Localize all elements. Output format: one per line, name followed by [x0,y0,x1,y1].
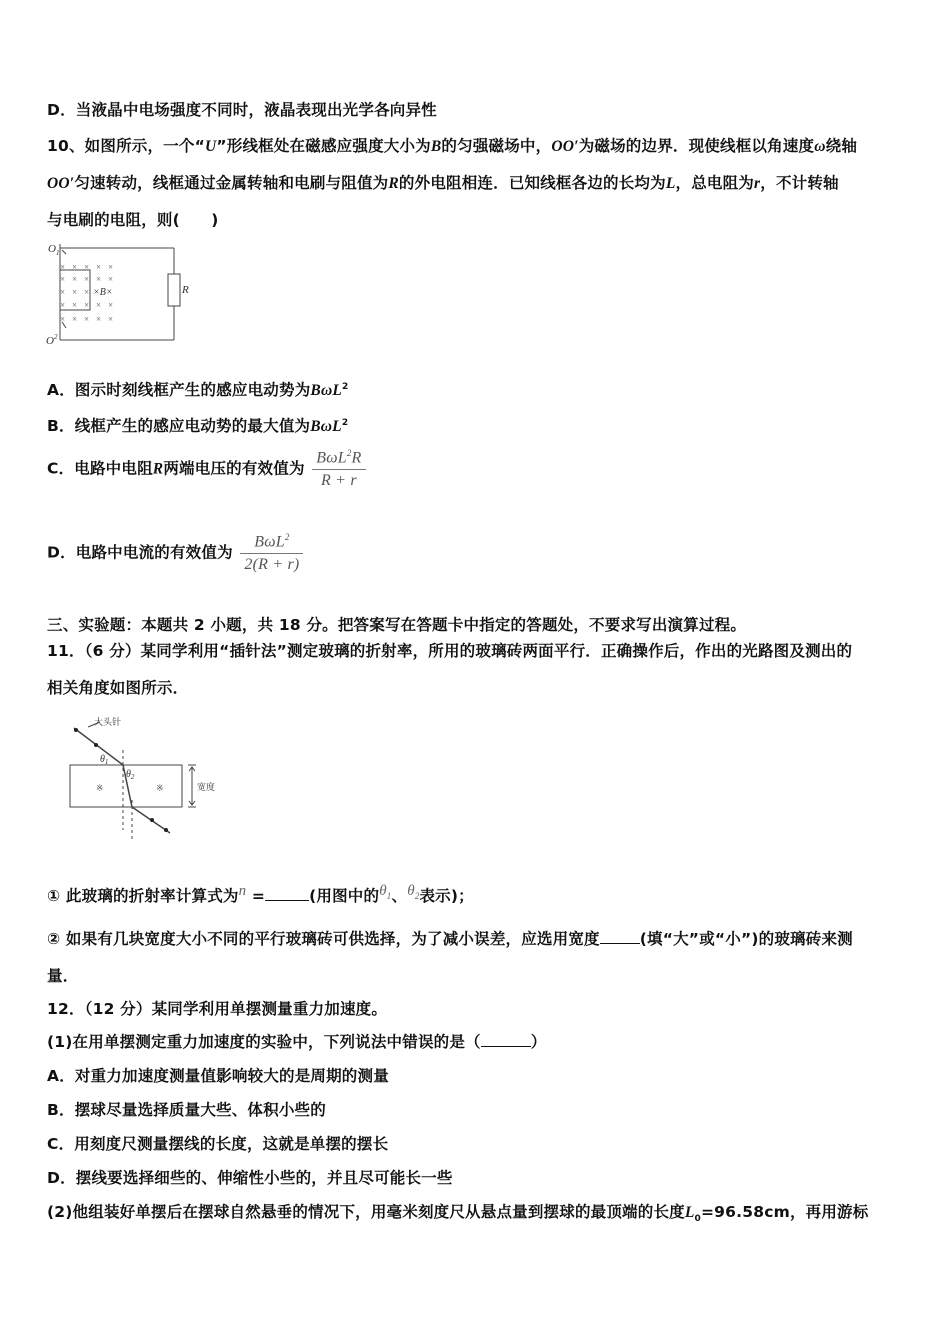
answer-blank[interactable] [481,1032,531,1047]
q10-option-d: D．电路中电流的有效值为 $\frac{B\omega L^2}{2(R + r)}$ [47,532,303,574]
q12-sub1: (1)在用单摆测定重力加速度的实验中，下列说法中错误的是（ ） [47,1033,547,1051]
q11-part2-line1: ② 如果有几块宽度大小不同的平行玻璃砖可供选择，为了减小误差，应选用宽度 (填“大”或“小”)的玻璃砖来测 [47,930,853,948]
cross-mark: × [108,300,114,310]
q10-option-c: C．电路中电阻R两端电压的有效值为 $\frac{B\omega L^2R}{R + r}$ [47,448,366,490]
pin-label: 大头针 [94,717,122,727]
answer-blank[interactable] [600,929,640,944]
cross-mark: × [60,287,66,297]
cross-mark: × [60,314,66,324]
cross-mark: × [72,314,78,324]
q12-option-c: C．用刻度尺测量摆线的长度，这就是单摆的摆长 [47,1135,389,1153]
cross-mark: × [108,314,114,324]
cross-mark: × [96,314,102,324]
cross-mark: × [84,262,90,272]
q11-part2-line2: 量． [47,967,79,985]
cross-mark: × [60,274,66,284]
q12-option-b: B．摆球尽量选择质量大些、体积小些的 [47,1101,326,1119]
current-fraction: $\frac{B\omega L^2}{2(R + r)}$ [240,532,303,574]
cross-mark: × [84,300,90,310]
axis-o1-label: $O_1$ [48,243,60,257]
axis-o2-label: $O^2$ [46,333,58,347]
voltage-fraction: $\frac{B\omega L^2R}{R + r}$ [312,448,365,490]
q10-stem-line1: 10、如图所示，一个“U”形线框处在磁感应强度大小为B的匀强磁场中，OO′为磁场的边界．现使线框以角速度ω绕轴 [47,137,858,155]
cross-mark: × [84,287,90,297]
cross-mark: × [72,287,78,297]
cross-mark: × [60,262,66,272]
width-label: 宽度 [197,782,216,792]
q10-stem-line2: OO′匀速转动，线框通过金属转轴和电刷与阻值为R的外电阻相连．已知线框各边的长均为L，总电阻为r，不计转轴 [47,174,839,192]
section-3-heading: 三、实验题：本题共 2 小题，共 18 分。把答案写在答题卡中指定的答题处，不要求写出演算过程。 [47,616,747,634]
q11-refraction-figure [60,715,220,843]
theta2-label: $\theta_2$ [126,769,135,781]
cross-mark: × [108,262,114,272]
q12-option-d: D．摆线要选择细些的、伸缩性小些的，并且尽可能长一些 [47,1169,453,1187]
cross-mark: × [96,300,102,310]
q10-option-a: A．图示时刻线框产生的感应电动势为BωL$^2$ [47,381,349,400]
cross-mark: × [96,262,102,272]
q12-option-a: A．对重力加速度测量值影响较大的是周期的测量 [47,1067,389,1085]
cross-mark: × [72,300,78,310]
q12-stem: 12．（12 分）某同学利用单摆测量重力加速度。 [47,1000,388,1018]
q11-stem-line1: 11．（6 分）某同学利用“插针法”测定玻璃的折射率，所用的玻璃砖两面平行．正确操作后，作出的光路图及测出的 [47,642,853,660]
q10-stem-line3: 与电刷的电阻，则( ) [47,211,219,229]
cross-mark: × [96,274,102,284]
cross-mark: × [108,274,114,284]
theta1-label: $\theta_1$ [100,754,109,766]
cross-mark: × [72,274,78,284]
q12-sub2: (2)他组装好单摆后在摆球自然悬垂的情况下，用毫米刻度尺从悬点量到摆球的最顶端的长度$L_0=96.58cm$，再用游标 [47,1203,869,1225]
glass-mark-right: ※ [156,783,164,793]
q11-stem-line2: 相关角度如图所示． [47,679,189,697]
q10-circuit-figure [44,240,194,348]
cross-mark: × [60,300,66,310]
answer-blank[interactable] [265,886,309,901]
cross-mark: × [84,274,90,284]
q11-part1: ① 此玻璃的折射率计算式为n = (用图中的$\theta_1$、$\theta_2$表示)； [47,883,474,905]
q10-option-b: B．线框产生的感应电动势的最大值为BωL$^2$ [47,417,349,436]
resistor-label: R [182,284,189,296]
cross-mark: × [72,262,78,272]
q9-option-d: D．当液晶中电场强度不同时，液晶表现出光学各向异性 [47,101,437,119]
cross-mark: × [84,314,90,324]
b-field-label: ×B× [93,287,113,298]
glass-mark-left: ※ [96,783,104,793]
